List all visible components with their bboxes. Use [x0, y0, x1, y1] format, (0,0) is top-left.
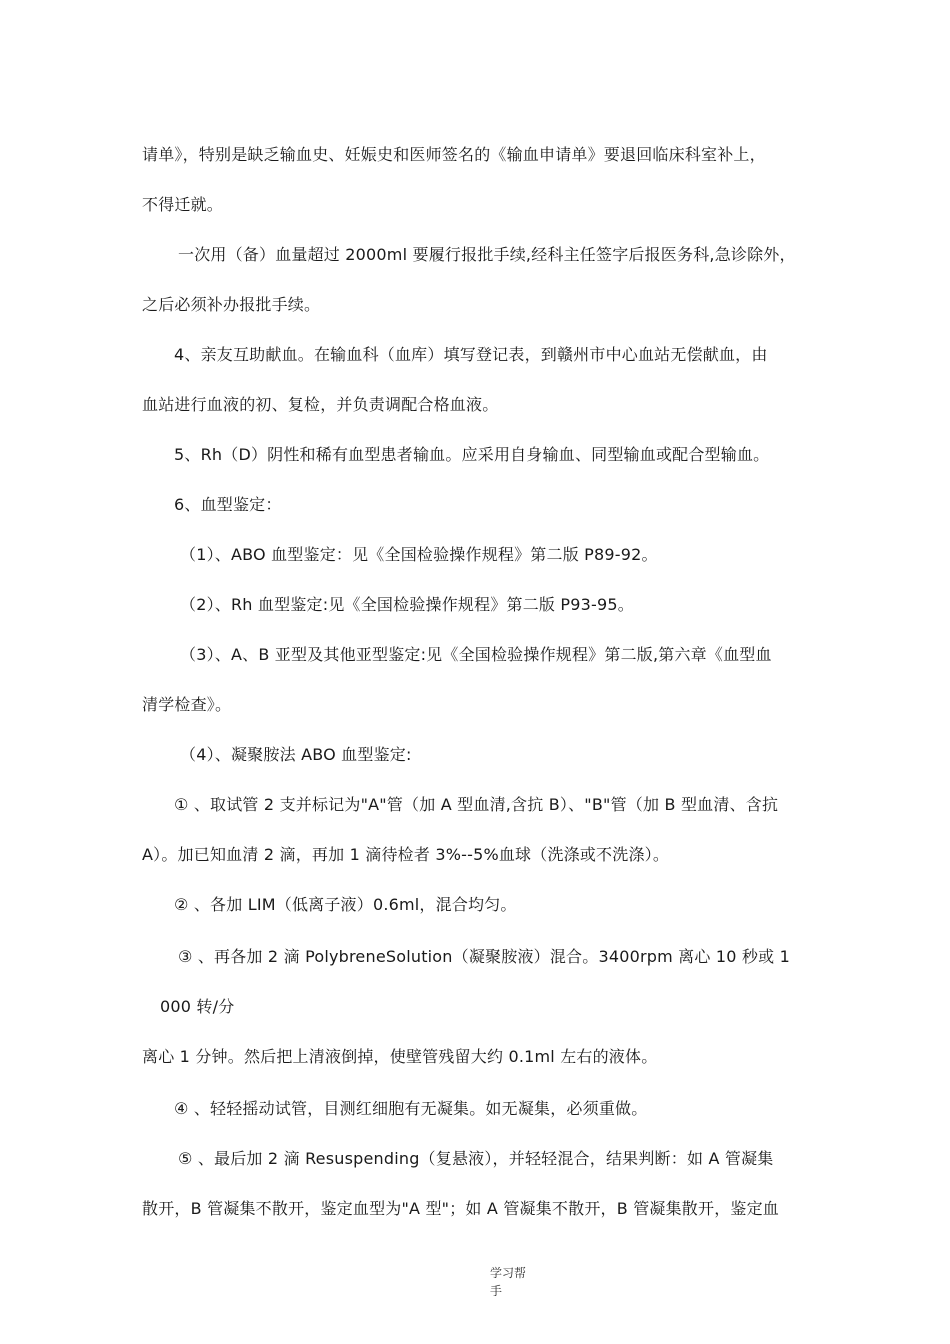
- text-line: （2）、Rh 血型鉴定:见《全国检验操作规程》第二版 P93-95。: [180, 595, 634, 614]
- text-line: ① 、取试管 2 支并标记为"A"管（加 A 型血清,含抗 B）、"B"管（加 B 型血清、含抗: [174, 795, 779, 814]
- text-line: 请单》，特别是缺乏输血史、妊娠史和医师签名的《输血申请单》要退回临床科室补上，: [142, 145, 766, 164]
- text-line: 一次用（备）血量超过 2000ml 要履行报批手续,经科主任签字后报医务科,急诊除外，: [178, 245, 796, 264]
- footer-line: 学习帮: [490, 1266, 527, 1280]
- text-line: 4、亲友互助献血。在输血科（血库）填写登记表，到赣州市中心血站无偿献血，由: [174, 345, 768, 364]
- text-line: 不得迁就。: [142, 195, 224, 214]
- text-line: 血站进行血液的初、复检，并负责调配合格血液。: [142, 395, 499, 414]
- text-line: ② 、各加 LIM（低离子液）0.6ml，混合均匀。: [174, 895, 517, 914]
- text-line: ⑤ 、最后加 2 滴 Resuspending（复悬液），并轻轻混合，结果判断：如 A 管凝集: [178, 1149, 774, 1168]
- text-line: （1）、ABO 血型鉴定：见《全国检验操作规程》第二版 P89-92。: [180, 545, 658, 564]
- text-line: 散开，B 管凝集不散开，鉴定血型为"A 型"；如 A 管凝集不散开，B 管凝集散开，鉴定血: [142, 1199, 779, 1218]
- text-line: ③ 、再各加 2 滴 PolybreneSolution（凝聚胺液）混合。3400rpm 离心 10 秒或 1: [178, 947, 790, 966]
- text-line: 6、血型鉴定：: [174, 495, 282, 514]
- text-line: 之后必须补办报批手续。: [142, 295, 321, 314]
- text-line: A）。加已知血清 2 滴，再加 1 滴待检者 3%--5%血球（洗涤或不洗涤）。: [142, 845, 670, 864]
- text-line: 离心 1 分钟。然后把上清液倒掉，使壁管残留大约 0.1ml 左右的液体。: [142, 1047, 658, 1066]
- text-line: 清学检查》。: [142, 695, 232, 714]
- text-line: 000 转/分: [160, 997, 235, 1016]
- text-line: 5、Rh（D）阴性和稀有血型患者输血。应采用自身输血、同型输血或配合型输血。: [174, 445, 770, 464]
- text-line: （4）、凝聚胺法 ABO 血型鉴定:: [180, 745, 412, 764]
- page-footer: [490, 1264, 550, 1300]
- text-line: （3）、A、B 亚型及其他亚型鉴定:见《全国检验操作规程》第二版,第六章《血型血: [180, 645, 772, 664]
- text-line: ④ 、轻轻摇动试管，目测红细胞有无凝集。如无凝集，必须重做。: [174, 1099, 648, 1118]
- footer-line: 手: [490, 1284, 503, 1298]
